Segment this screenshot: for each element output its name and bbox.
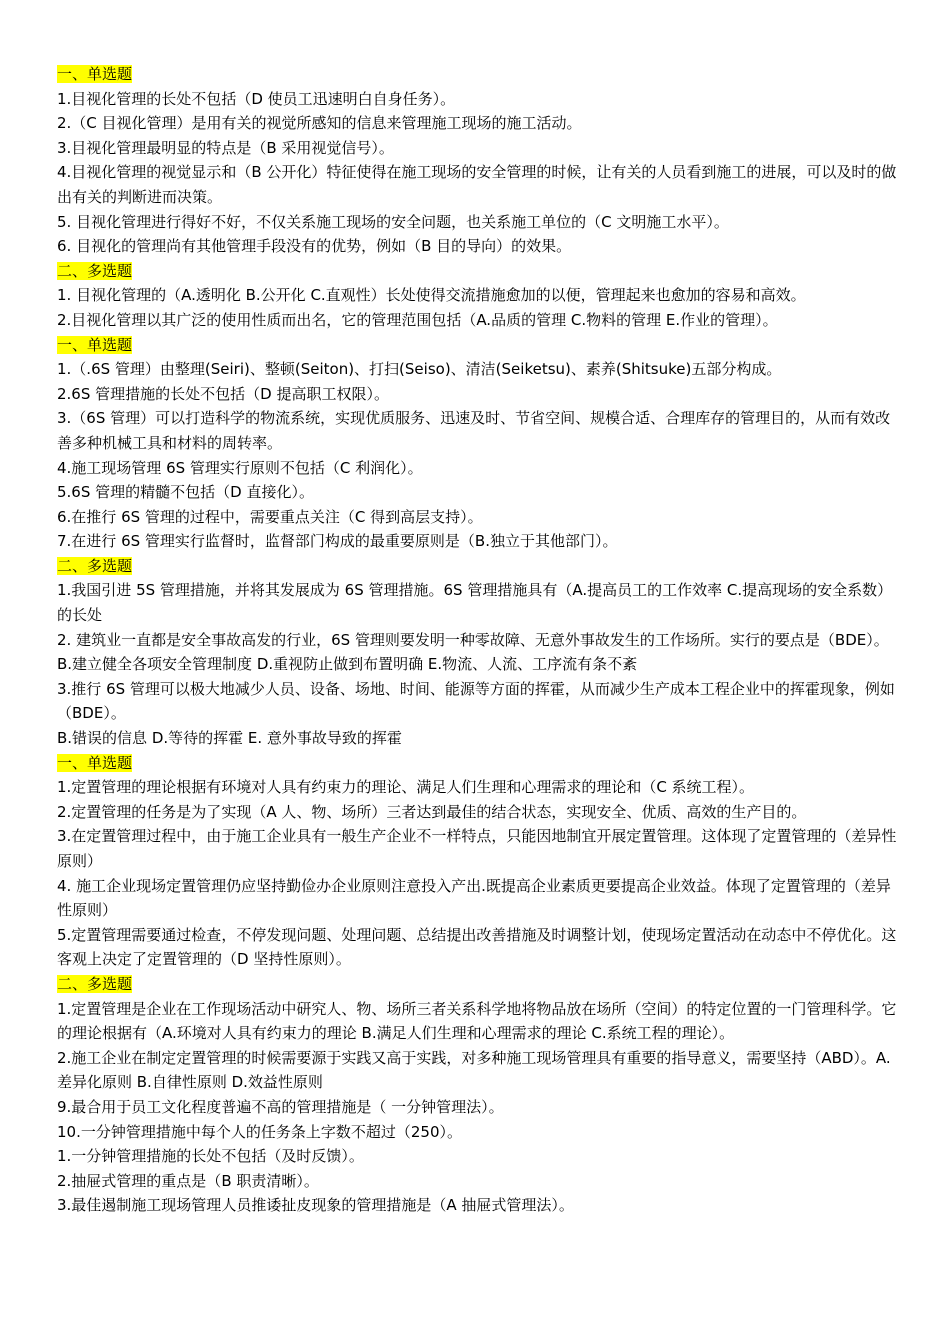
question-line: 3.在定置管理过程中，由于施工企业具有一般生产企业不一样特点，只能因地制宜开展定置管理。这体现了定置管理的（差异性原则） bbox=[57, 827, 897, 870]
question-line: 2. 建筑业一直都是安全事故高发的行业，6S 管理则要发明一种零故障、无意外事故发生的工作场所。实行的要点是（BDE）。 bbox=[57, 630, 889, 649]
section-heading-label: 二、多选题 bbox=[57, 556, 133, 575]
question-line: 1.目视化管理的长处不包括（D 使员工迅速明白自身任务）。 bbox=[57, 89, 456, 108]
question-line: 4. 施工企业现场定置管理仍应坚持勤俭办企业原则注意投入产出.既提高企业素质更要提高企业效益。体现了定置管理的（差异性原则） bbox=[57, 876, 891, 920]
section-heading-label: 一、单选题 bbox=[57, 335, 133, 354]
question-line: 5. 目视化管理进行得好不好，不仅关系施工现场的安全问题，也关系施工单位的（C 文明施工水平）。 bbox=[57, 212, 729, 231]
question-line: 5.定置管理需要通过检查，不停发现问题、处理问题、总结提出改善措施及时调整计划，使现场定置活动在动态中不停优化。这客观上决定了定置管理的（D 坚持性原则）。 bbox=[57, 925, 897, 969]
question-line: 2.抽屉式管理的重点是（B 职责清晰）。 bbox=[57, 1171, 319, 1190]
question-line: 2.目视化管理以其广泛的使用性质而出名，它的管理范围包括（A.品质的管理 C.物料的管理 E.作业的管理）。 bbox=[57, 310, 778, 329]
question-line: 2.施工企业在制定定置管理的时候需要源于实践又高于实践，对多种施工现场管理具有重要的指导意义，需要坚持（ABD）。A.差异化原则 B.自律性原则 D.效益性原则 bbox=[57, 1048, 891, 1092]
section-heading-multiple-choice-1 bbox=[57, 259, 897, 284]
section-heading-multiple-choice-3 bbox=[57, 972, 897, 997]
question-line: 3.目视化管理最明显的特点是（B 采用视觉信号）。 bbox=[57, 138, 394, 157]
question-line: 1.一分钟管理措施的长处不包括（及时反馈）。 bbox=[57, 1147, 364, 1166]
question-line: 2.（C 目视化管理）是用有关的视觉所感知的信息来管理施工现场的施工活动。 bbox=[57, 114, 582, 133]
question-line: 4.施工现场管理 6S 管理实行原则不包括（C 利润化）。 bbox=[57, 458, 423, 477]
question-line: 1.我国引进 5S 管理措施，并将其发展成为 6S 管理措施。6S 管理措施具有（A.提高员工的工作效率 C.提高现场的安全系数）的长处 bbox=[57, 581, 893, 625]
question-line: 3.（6S 管理）可以打造科学的物流系统，实现优质服务、迅速及时、节省空间、规模合适、合理库存的管理目的，从而有效改善多种机械工具和材料的周转率。 bbox=[57, 409, 891, 452]
section-heading-single-choice-3 bbox=[57, 751, 897, 776]
question-line: 1. 目视化管理的（A.透明化 B.公开化 C.直观性）长处使得交流措施愈加的以便，管理起来也愈加的容易和高效。 bbox=[57, 286, 806, 305]
question-line: 3.推行 6S 管理可以极大地减少人员、设备、场地、时间、能源等方面的挥霍，从而减少生产成本工程企业中的挥霍现象，例如（BDE）。 bbox=[57, 679, 895, 723]
answer-options-line: B.建立健全各项安全管理制度 D.重视防止做到布置明确 E.物流、人流、工序流有条不紊 bbox=[57, 655, 638, 674]
section-heading-label: 一、单选题 bbox=[57, 753, 133, 772]
question-line: 6.在推行 6S 管理的过程中，需要重点关注（C 得到高层支持）。 bbox=[57, 507, 483, 526]
question-line: 7.在进行 6S 管理实行监督时，监督部门构成的最重要原则是（B.独立于其他部门）。 bbox=[57, 532, 618, 551]
question-line: 6. 目视化的管理尚有其他管理手段没有的优势，例如（B 目的导向）的效果。 bbox=[57, 237, 572, 256]
question-line: 5.6S 管理的精髓不包括（D 直接化）。 bbox=[57, 483, 314, 502]
question-line: 1.（.6S 管理）由整理(Seiri)、整顿(Seiton)、打扫(Seiso)、清洁(Seiketsu)、素养(Shitsuke)五部分构成。 bbox=[57, 360, 782, 379]
document-body bbox=[57, 62, 897, 1218]
section-heading-single-choice-2 bbox=[57, 333, 897, 358]
section-heading-single-choice-1 bbox=[57, 62, 897, 87]
section-heading-label: 二、多选题 bbox=[57, 261, 133, 280]
question-line: 4.目视化管理的视觉显示和（B 公开化）特征使得在施工现场的安全管理的时候，让有关的人员看到施工的进展，可以及时的做出有关的判断进而决策。 bbox=[57, 163, 897, 206]
section-heading-multiple-choice-2 bbox=[57, 554, 897, 579]
question-line: 1.定置管理的理论根据有环境对人具有约束力的理论、满足人们生理和心理需求的理论和（C 系统工程）。 bbox=[57, 778, 755, 797]
question-line: 10.一分钟管理措施中每个人的任务条上字数不超过（250）。 bbox=[57, 1122, 462, 1141]
section-heading-label: 二、多选题 bbox=[57, 974, 133, 993]
question-line: 2.6S 管理措施的长处不包括（D 提高职工权限）。 bbox=[57, 384, 389, 403]
question-line: 2.定置管理的任务是为了实现（A 人、物、场所）三者达到最佳的结合状态，实现安全、优质、高效的生产目的。 bbox=[57, 802, 807, 821]
question-line: 1.定置管理是企业在工作现场活动中研究人、物、场所三者关系科学地将物品放在场所（空间）的特定位置的一门管理科学。它的理论根据有（A.环境对人具有约束力的理论 B.满足人们生理和心理需求的理论 C.系统工程的理论）。 bbox=[57, 999, 897, 1043]
section-heading-label: 一、单选题 bbox=[57, 65, 133, 83]
answer-options-line: B.错误的信息 D.等待的挥霍 E. 意外事故导致的挥霍 bbox=[57, 729, 402, 748]
question-line: 9.最合用于员工文化程度普遍不高的管理措施是（ 一分钟管理法）。 bbox=[57, 1097, 504, 1116]
question-line: 3.最佳遏制施工现场管理人员推诿扯皮现象的管理措施是（A 抽屉式管理法）。 bbox=[57, 1196, 574, 1215]
